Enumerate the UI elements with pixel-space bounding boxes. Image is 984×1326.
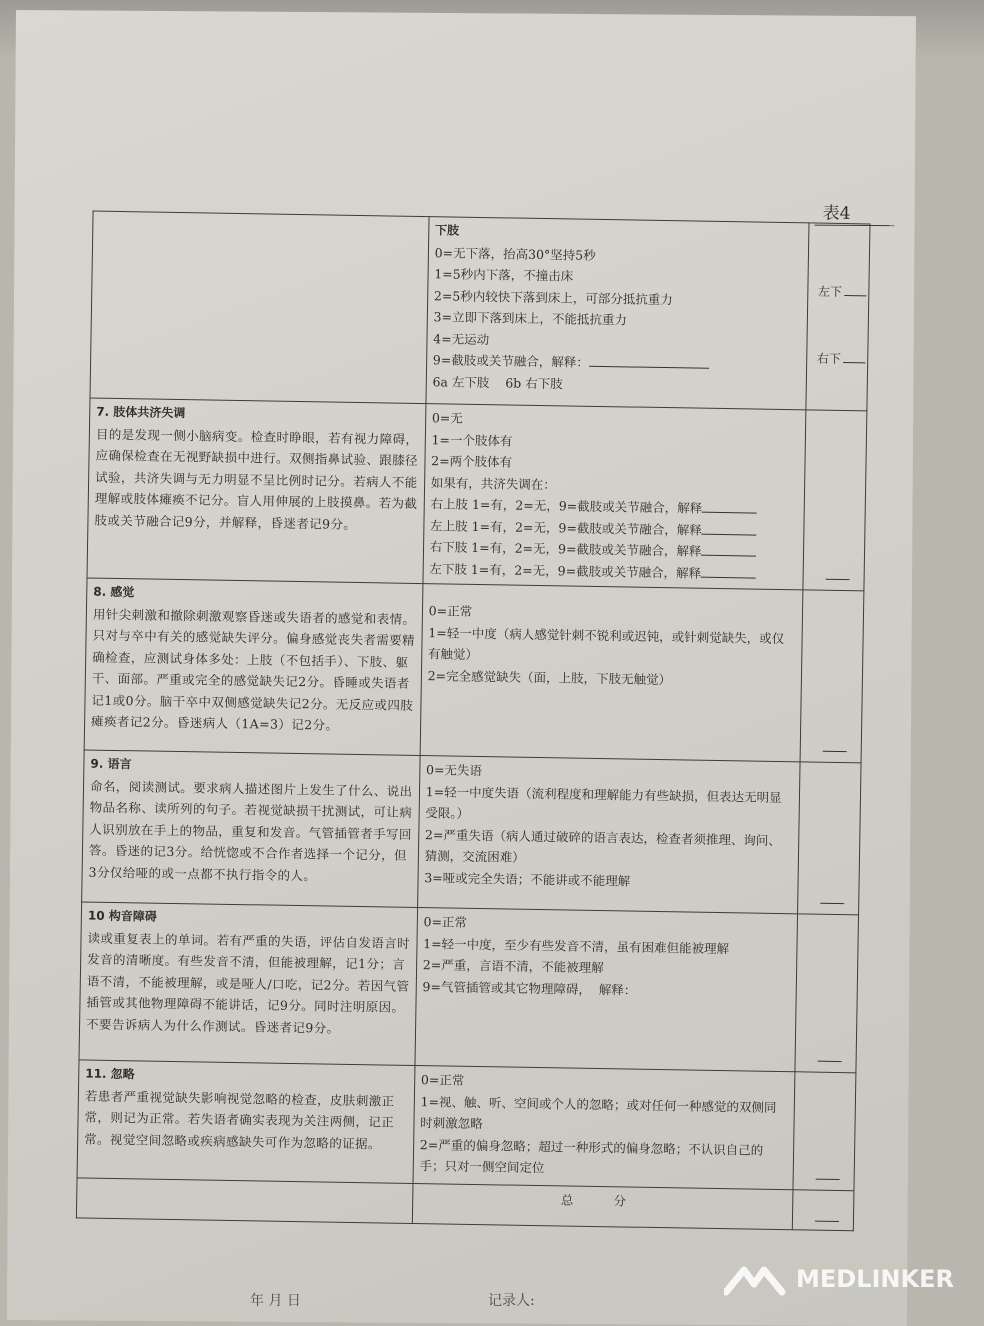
row-lower-limb [90, 211, 870, 411]
explanation-blank[interactable] [589, 354, 709, 369]
ataxia-title: 7. 肢体共济失调 [96, 404, 186, 421]
neglect-description: 若患者严重视觉缺失影响视觉忽略的检查，皮肤刺激正常，则记为正常。若失语者确实表现为关注两侧，记正常。视觉空间忽略或疾病感缺失可作为忽略的证据。 [84, 1088, 395, 1151]
sensory-score-cell [800, 590, 864, 763]
ataxia-option: 1=一个肢体有 [431, 431, 513, 449]
language-option: 0=无失语 [425, 762, 483, 779]
lower-limb-empty-cell [90, 211, 429, 404]
dysarthria-score-cell [795, 914, 859, 1073]
language-options-cell [417, 756, 800, 914]
lower-limb-options-cell [426, 217, 809, 410]
row-language [82, 750, 861, 915]
explanation-blank[interactable] [702, 500, 757, 514]
language-description-cell [82, 750, 420, 908]
paper-sheet [7, 10, 916, 1326]
left-lower-score [818, 282, 866, 304]
watermark [724, 1262, 954, 1296]
neglect-options-cell [413, 1065, 795, 1189]
left-lower-label: 左下 [817, 284, 843, 299]
neglect-score-blank[interactable] [816, 1179, 840, 1180]
lower-limb-score-cell [806, 223, 870, 411]
neglect-option: 1=视、触、听、空间或个人的忽略；或对任何一种感觉的双侧同时刺激忽略 [420, 1093, 777, 1132]
medlinker-logo-icon [724, 1262, 790, 1296]
ataxia-option: 0=无 [431, 410, 463, 426]
ataxia-score-cell [803, 410, 867, 591]
row-ataxia [87, 398, 867, 591]
footer-recorder-label: 记录人: [488, 1293, 535, 1309]
row-neglect [77, 1060, 856, 1191]
sensory-description-cell [84, 578, 423, 756]
ataxia-option: 2=两个肢体有 [431, 453, 513, 470]
language-score-blank[interactable] [820, 903, 844, 904]
dysarthria-description-cell [79, 902, 417, 1066]
row-sensory [84, 578, 864, 763]
row-dysarthria [79, 902, 859, 1073]
lower-limb-option: 0=无下落，抬高30°坚持5秒 [434, 244, 596, 263]
dysarthria-option: 2=严重，言语不清，不能被理解 [422, 957, 604, 976]
language-description: 命名，阅读测试。要求病人描述图片上发生了什么、说出物品名称、读所列的句子。若视觉缺损干扰测试，可让病人识别放在手上的物品，重复和发音。气管插管者手写回答。昏迷的记3分。给恍惚或不合作者选择一个记分，但3分仅给哑的或一点都不执行指令的人。 [88, 778, 413, 883]
lower-limb-option: 2=5秒内较快下落到床上，可部分抵抗重力 [433, 287, 673, 307]
ataxia-limb-text: 右下肢 1=有，2=无，9=截肢或关节融合，解释 [429, 539, 702, 559]
lower-limb-option: 9=截肢或关节融合，解释： [432, 352, 589, 370]
explanation-blank[interactable] [701, 564, 756, 578]
lower-limb-option: 3=立即下落到床上，不能抵抗重力 [433, 309, 628, 328]
right-lower-label: 右下 [816, 351, 842, 366]
language-score-cell [797, 762, 861, 915]
footer-date: 年 月 日 [250, 1293, 301, 1309]
dysarthria-score-blank[interactable] [818, 1061, 842, 1062]
sensory-option: 2=完全感觉缺失（面，上肢，下肢无触觉） [427, 667, 672, 687]
sensory-score-blank[interactable] [823, 751, 847, 752]
ataxia-options-cell [423, 404, 806, 590]
sensory-option: 0=正常 [428, 603, 473, 619]
ataxia-limb-text: 左下肢 1=有，2=无，9=截肢或关节融合，解释 [429, 560, 702, 581]
right-lower-score [817, 349, 865, 371]
language-title: 9. 语言 [90, 756, 132, 772]
lower-limb-option: 6a 左下肢 6b 右下肢 [432, 373, 563, 391]
ataxia-limb-text: 左上肢 1=有，2=无，9=截肢或关节融合，解释 [430, 517, 702, 538]
neglect-option: 0=正常 [420, 1072, 465, 1088]
lower-limb-option: 1=5秒内下落，不撞击床 [434, 266, 574, 284]
neglect-description-cell [77, 1060, 415, 1184]
ataxia-option: 如果有，共济失调在： [430, 474, 556, 492]
nihss-score-table [76, 211, 871, 1232]
sensory-title: 8. 感觉 [93, 584, 135, 600]
dysarthria-option: 0=正常 [423, 914, 468, 930]
sensory-options-cell [420, 584, 803, 762]
lower-limb-option: 4=无运动 [433, 330, 490, 347]
neglect-score-cell [793, 1072, 856, 1191]
dysarthria-option: 9=气管插管或其它物理障碍， 解释： [422, 978, 637, 998]
neglect-title: 11. 忽略 [85, 1066, 135, 1082]
dysarthria-title: 10 构音障碍 [87, 908, 157, 924]
total-score-blank[interactable] [815, 1221, 839, 1222]
ataxia-limb-text: 右上肢 1=有，2=无，9=截肢或关节融合，解释 [430, 496, 703, 516]
total-score-cell [792, 1190, 854, 1231]
watermark-text: MEDLINKER [796, 1265, 954, 1293]
right-lower-blank[interactable] [843, 352, 865, 363]
left-lower-blank[interactable] [844, 285, 866, 296]
ataxia-score-blank[interactable] [826, 579, 850, 580]
dysarthria-options-cell [415, 908, 798, 1072]
table-number: 表4 [822, 203, 851, 224]
sensory-description: 用针尖刺激和撤除刺激观察昏迷或失语者的感觉和表情。只对与卒中有关的感觉缺失评分。偏身感觉丧失者需要精确检查，应测试身体多处：上肢（不包括手）、下肢、躯干、面部。严重或完全的感觉缺失记2分。昏睡或失语者记1或0分。脑干卒中双侧感觉缺失记2分。无反应或四肢瘫痪者记2分。昏迷病人（1A=3）记2分。 [91, 606, 416, 733]
sensory-option: 1=轻一中度（病人感觉针刺不锐利或迟钝，或针刺觉缺失，或仅有触觉） [427, 624, 785, 662]
explanation-blank[interactable] [701, 543, 756, 557]
ataxia-description-cell [87, 398, 426, 584]
dysarthria-description: 读或重复表上的单词。若有严重的失语，评估自发语言时发音的清晰度。有些发音不清，但能被理解，记1分；言语不清，不能被理解，或是哑人/口吃，记2分。若因气管插管或其他物理障碍不能讲话，记9分。同时注明原因。不要告诉病人为什么作测试。昏迷者记9分。 [85, 930, 411, 1036]
total-empty-cell [76, 1178, 412, 1224]
ataxia-description: 目的是发现一侧小脑病变。检查时睁眼，若有视力障碍，应确保检查在无视野缺损中进行。双侧指鼻试验、跟膝径试验，共济失调与无力明显不呈比例时记分。若病人不能理解或肢体瘫痪不记分。盲人用伸展的上肢摸鼻。若为截肢或关节融合记9分，并解释，昏迷者记9分。 [94, 426, 419, 532]
explanation-blank[interactable] [702, 521, 757, 535]
dysarthria-option: 1=轻一中度，至少有些发音不清，虽有困难但能被理解 [423, 935, 730, 956]
language-option: 3=哑或完全失语；不能讲或不能理解 [424, 869, 631, 889]
lower-limb-title: 下肢 [434, 223, 460, 238]
language-option: 1=轻一中度失语（流利程度和理解能力有些缺损，但表达无明显受限。） [425, 783, 782, 821]
neglect-option: 2=严重的偏身忽略；超过一种形式的偏身忽略；不认识自己的手；只对一侧空间定位 [419, 1136, 764, 1176]
language-option: 2=严重失语（病人通过破碎的语言表达，检查者须推理、询问、猜测，交流困难） [424, 826, 782, 865]
total-label: 总 分 [412, 1183, 793, 1229]
